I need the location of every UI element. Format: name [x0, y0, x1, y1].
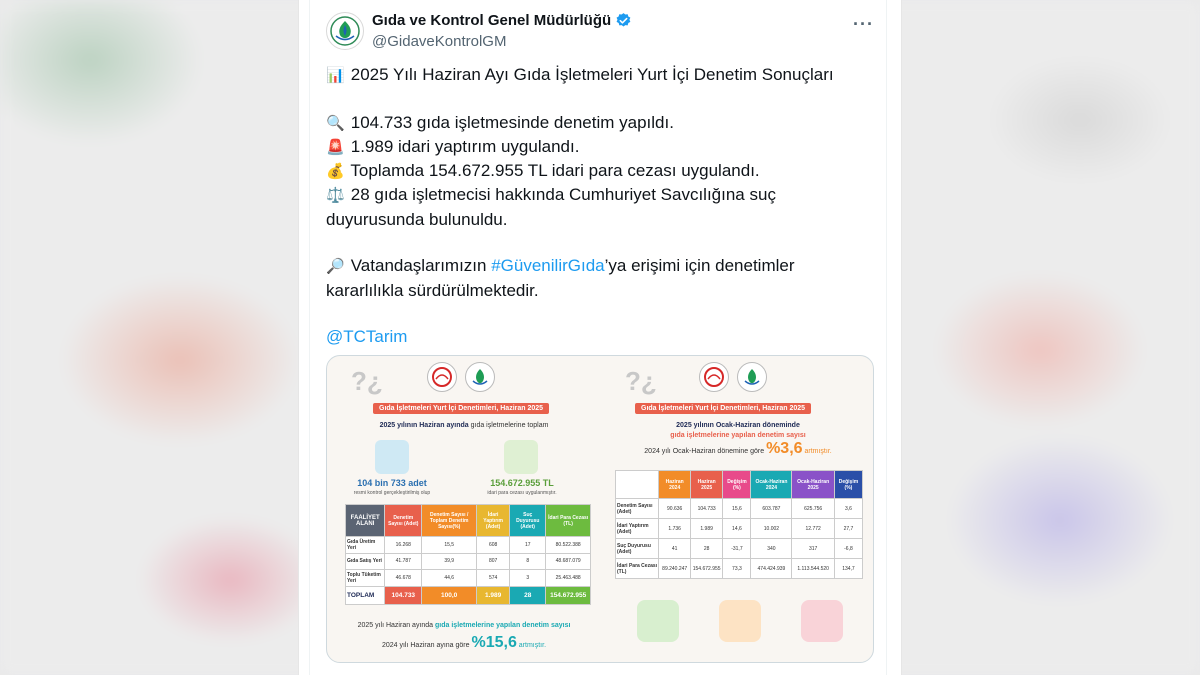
display-name[interactable]: Gıda ve Kontrol Genel Müdürlüğü — [372, 12, 612, 29]
magnifier-right-emoji-icon: 🔎 — [326, 258, 345, 276]
stat-inspections-value: 104 bin 733 adet — [357, 478, 427, 488]
tweet-card — [298, 0, 902, 675]
logos — [427, 362, 495, 392]
verified-badge-icon — [615, 12, 632, 29]
hashtag-link[interactable]: #GüvenilirGıda — [491, 256, 605, 276]
right-table-header: Haziran 2024 Haziran 2025 Değişim (%) Ocak-Haziran 2024 Ocak-Haziran 2025 Değişim (%) — [616, 471, 863, 499]
money-stack-icon — [504, 440, 538, 474]
gkgm-logo-icon — [737, 362, 767, 392]
more-options-icon[interactable]: ··· — [853, 14, 874, 34]
tweet-inner — [309, 0, 887, 675]
right-subtitle-line3: 2024 yılı Ocak-Haziran dönemine göre %3,6 artmıştır. — [644, 440, 832, 457]
table-row: İdari Yaptırım (Adet) 1.736 1.989 14,6 10.002 12.772 27,7 — [616, 519, 863, 539]
left-backdrop — [0, 0, 298, 675]
table-row: Gıda Satış Yeri 41.787 39,9 807 8 48.687.079 — [346, 553, 591, 570]
ministry-logo-icon — [427, 362, 457, 392]
table-row: Denetim Sayısı (Adet) 90.636 104.733 15,6 603.787 625.756 3,6 — [616, 499, 863, 519]
stat-fines-value: 154.672.955 TL — [490, 478, 554, 488]
right-ribbon: Gıda İşletmeleri Yurt İçi Denetimleri, Haziran 2025 — [635, 403, 811, 414]
gkgm-logo-icon — [465, 362, 495, 392]
decorative-icons — [637, 600, 843, 642]
chart-emoji-icon: 📊 — [326, 67, 345, 84]
tweet-title-line: 📊 2025 Yılı Haziran Ayı Gıda İşletmeleri Yurt İçi Denetim Sonuçları — [326, 63, 846, 87]
mention-link[interactable]: @TCTarim — [326, 327, 408, 347]
table-total-row: TOPLAM 104.733 100,0 1.989 28 154.672.955 — [346, 586, 591, 604]
table-row: Suç Duyurusu (Adet) 41 28 -31,7 340 317 -6,8 — [616, 539, 863, 559]
tweet-text — [326, 63, 846, 349]
left-subtitle: 2025 yılının Haziran ayında gıda işletmelerine toplam — [379, 422, 549, 429]
infographic-left-panel — [327, 356, 601, 663]
left-bottom-note-line2: 2024 yılı Haziran ayına göre %15,6 artmıştır. — [381, 634, 547, 651]
right-backdrop — [902, 0, 1200, 675]
tweet-line-inspections: 🔍 104.733 gıda işletmesinde denetim yapıldı. — [326, 111, 846, 135]
left-table-header: FAALİYET ALANI Denetim Sayısı (Adet) Denetim Sayısı / Toplam Denetim Sayısı(%) İdari Yaptırım (Adet) Suç Duyurusu (Adet) İdari Para Cezası (TL) — [346, 505, 591, 537]
infographic-right-panel — [601, 356, 874, 663]
question-marks-icon: ?¿ — [351, 366, 383, 396]
right-subtitle-orange: gıda işletmelerine yapılan denetim sayısı — [670, 432, 806, 439]
logos — [699, 362, 767, 392]
siren-emoji-icon: 🚨 — [326, 138, 345, 156]
right-subtitle: 2025 yılının Ocak-Haziran döneminde — [676, 422, 800, 429]
magnifier-emoji-icon: 🔍 — [326, 114, 345, 132]
table-row: İdari Para Cezası (TL) 89.240.247 154.672.955 73,3 474.424.939 1.113.544.520 134,7 — [616, 559, 863, 579]
ministry-logo-icon — [699, 362, 729, 392]
left-table — [345, 504, 591, 605]
name-row — [372, 12, 632, 29]
tweet-line-citizens: 🔎 Vatandaşlarımızın #GüvenilirGıda’ya erişimi için denetimler — [326, 254, 846, 278]
tweet-line-fines: 💰 Toplamda 154.672.955 TL idari para cezası uygulandı. — [326, 159, 846, 183]
handle[interactable]: @GidaveKontrolGM — [372, 33, 507, 50]
stat-inspections-caption: resmi kontrol gerçekleştirilmiş olup — [353, 490, 431, 496]
gavel-document-icon — [801, 600, 843, 642]
table-row: Gıda Üretim Yeri 16.268 15,5 608 17 80.522.388 — [346, 537, 591, 554]
agency-logo-icon — [330, 16, 360, 46]
tweet-line-closing: kararlılıkla sürdürülmektedir. — [326, 280, 539, 300]
inspection-clipboard-icon — [637, 600, 679, 642]
stat-icons — [375, 440, 538, 474]
right-table — [615, 470, 863, 579]
tweet-line-complaints-cont: duyurusunda bulunuldu. — [326, 209, 508, 229]
tweet-line-complaints: ⚖️ 28 gıda işletmecisi hakkında Cumhuriyet Savcılığına suç — [326, 183, 846, 207]
tweet-header — [326, 12, 886, 52]
stat-fines-caption: idari para cezası uygulanmıştır. — [487, 490, 557, 496]
scales-emoji-icon: ⚖️ — [326, 187, 345, 205]
tweet-line-sanctions: 🚨 1.989 idari yaptırım uygulandı. — [326, 135, 846, 159]
infographic-image[interactable] — [326, 355, 874, 663]
moneybag-emoji-icon: 💰 — [326, 163, 345, 181]
avatar[interactable] — [326, 12, 364, 50]
left-ribbon: Gıda İşletmeleri Yurt İçi Denetimleri, Haziran 2025 — [373, 403, 549, 414]
left-bottom-note: 2025 yılı Haziran ayında gıda işletmelerine yapılan denetim sayısı — [357, 622, 571, 629]
coins-calculator-icon — [719, 600, 761, 642]
question-marks-icon: ?¿ — [625, 366, 657, 396]
table-row: Toplu Tüketim Yeri 46.678 44,6 574 3 25.463.488 — [346, 570, 591, 587]
inspection-document-icon — [375, 440, 409, 474]
